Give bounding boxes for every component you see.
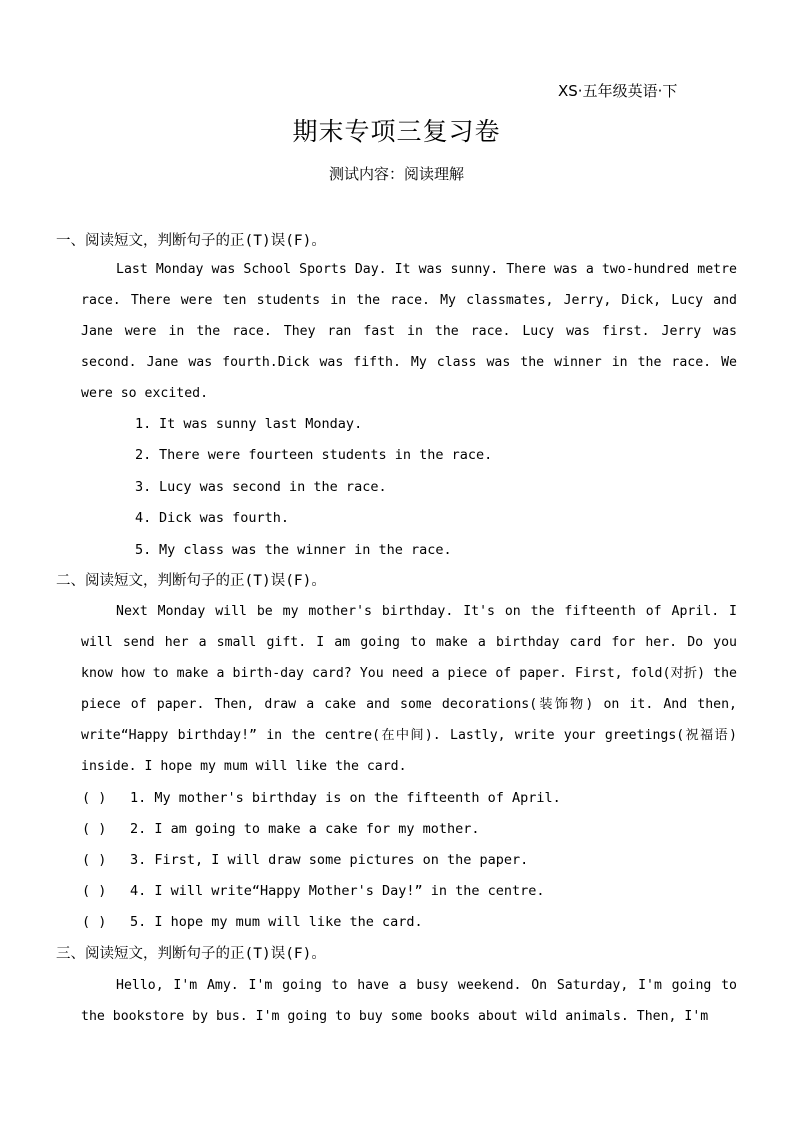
question-item: 1. It was sunny last Monday.: [135, 416, 363, 432]
question-item: 5. My class was the winner in the race.: [135, 541, 452, 558]
section-1-questions: [135, 409, 492, 566]
section-2-heading: 二、阅读短文，判断句子的正(T)误(F)。: [56, 573, 326, 589]
answer-blank[interactable]: ( ): [82, 883, 107, 899]
section-2-passage: Next Monday will be my mother's birthday. It's on the fifteenth of April. I will send her a small gift. I am going to make a birthday card for her. Do you know how to make a birth-day card? You need a piece of paper. First, fold(对折) the piece of paper. Then, draw a cake and some decorations(装饰物) on it. And then, write“Happy birthday!” in the centre(在中间). Lastly, write your greetings(祝福语) inside. I hope my mum will like the card.: [81, 604, 737, 774]
question-item: ( ) 4. I will write“Happy Mother's Day!” in the centre.: [82, 876, 561, 907]
answer-blank[interactable]: ( ): [82, 790, 107, 806]
question-item: 4. Dick was fourth.: [135, 510, 290, 527]
question-item: ( ) 3. First, I will draw some pictures on the paper.: [82, 845, 561, 876]
section-1-passage: Last Monday was School Sports Day. It was sunny. There was a two-hundred metre race. There were ten students in the race. My classmates, Jerry, Dick, Lucy and Jane were in the race. They ran fast in the race. Lucy was first. Jerry was second. Jane was fourth.Dick was fifth. My class was the winner in the race. We were so excited.: [81, 262, 737, 401]
section-3-heading: 三、阅读短文，判断句子的正(T)误(F)。: [56, 946, 326, 962]
section-3-passage: Hello, I'm Amy. I'm going to have a busy weekend. On Saturday, I'm going to the bookstore by bus. I'm going to buy some books about wild animals. Then, I'm: [81, 978, 737, 1024]
question-item: 3. Lucy was second in the race.: [135, 478, 387, 495]
question-item: 2. There were fourteen students in the race.: [135, 447, 493, 464]
section-2-questions: [82, 783, 561, 938]
answer-blank[interactable]: ( ): [82, 914, 107, 930]
question-item: ( ) 5. I hope my mum will like the card.: [82, 907, 561, 938]
answer-blank[interactable]: ( ): [82, 821, 107, 837]
section-1-heading: 一、阅读短文，判断句子的正(T)误(F)。: [56, 233, 326, 249]
series-tag: XS·五年级英语·下: [558, 82, 678, 100]
question-item: ( ) 1. My mother's birthday is on the fifteenth of April.: [82, 783, 561, 814]
answer-blank[interactable]: ( ): [82, 852, 107, 868]
question-item: ( ) 2. I am going to make a cake for my mother.: [82, 814, 561, 845]
page-subtitle: 测试内容：阅读理解: [328, 165, 464, 183]
page-title: 期末专项三复习卷: [292, 117, 501, 146]
